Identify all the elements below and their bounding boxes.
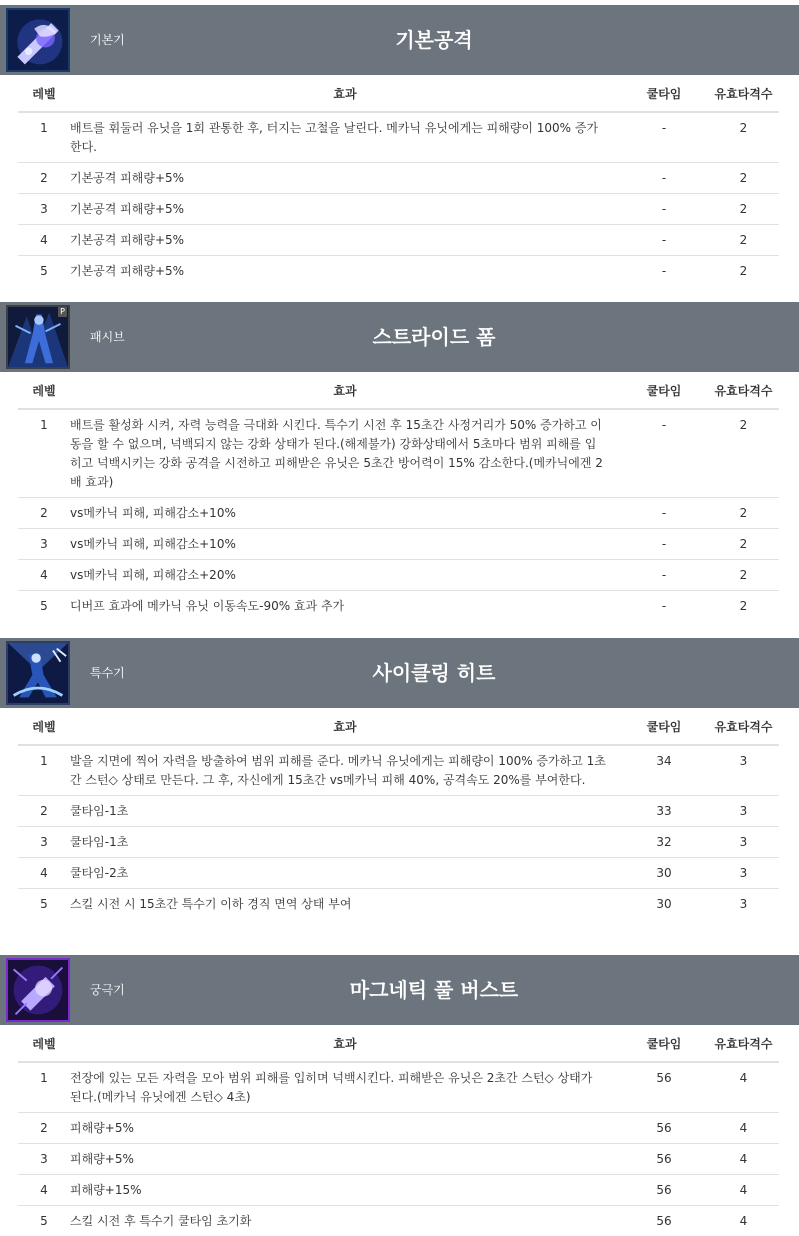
table-row (18, 745, 779, 796)
cooldown-cell: - (620, 409, 708, 498)
cooldown-cell: 56 (620, 1113, 708, 1144)
cooldown-cell: 56 (620, 1206, 708, 1236)
header-cooldown: 쿨타임 (620, 1025, 708, 1062)
hits-cell: 2 (708, 529, 779, 560)
table-header-row (18, 1025, 779, 1062)
header-effect: 효과 (70, 75, 620, 112)
header-hits: 유효타격수 (708, 1025, 779, 1062)
table-row (18, 1062, 779, 1113)
cooldown-cell: 30 (620, 889, 708, 920)
table-row (18, 163, 779, 194)
hits-cell: 2 (708, 591, 779, 622)
table-row (18, 409, 779, 498)
level-cell: 3 (18, 1144, 70, 1175)
hits-cell: 4 (708, 1175, 779, 1206)
cooldown-cell: - (620, 256, 708, 287)
effect-cell: 기본공격 피해량+5% (70, 225, 620, 256)
table-row (18, 858, 779, 889)
table-row (18, 560, 779, 591)
cooldown-cell: - (620, 529, 708, 560)
table-row (18, 225, 779, 256)
table-header-row (18, 75, 779, 112)
table-row (18, 796, 779, 827)
skill-table (18, 1025, 779, 1236)
skill-header (0, 302, 799, 372)
cooldown-cell: - (620, 225, 708, 256)
cooldown-cell: - (620, 560, 708, 591)
level-cell: 1 (18, 745, 70, 796)
effect-cell: 배트를 휘둘러 유닛을 1회 관통한 후, 터지는 고철을 날린다. 메카닉 유닛에게는 피해량이 100% 증가한다. (70, 112, 620, 163)
effect-cell: 기본공격 피해량+5% (70, 256, 620, 287)
cooldown-cell: - (620, 112, 708, 163)
header-level: 레벨 (18, 708, 70, 745)
skill-section-stride-form (0, 302, 799, 372)
level-cell: 2 (18, 498, 70, 529)
cooldown-cell: - (620, 591, 708, 622)
level-cell: 5 (18, 1206, 70, 1236)
hits-cell: 4 (708, 1144, 779, 1175)
skill-table (18, 372, 779, 621)
level-cell: 5 (18, 256, 70, 287)
hits-cell: 4 (708, 1113, 779, 1144)
skill-type: 궁극기 (90, 955, 125, 1025)
hits-cell: 2 (708, 112, 779, 163)
effect-cell: 배트를 활성화 시켜, 자력 능력을 극대화 시킨다. 특수기 시전 후 15초간 사정거리가 50% 증가하고 이동을 할 수 없으며, 넉백되지 않는 강화 상태가 된다.(해제불가) 강화상태에서 5초마다 범위 피해를 입히고 넉백시키는 강화 공격을 시전하고 피해받은 유닛은 5초간 방어력이 15% 감소한다.(메카닉에겐 2배 효과) (70, 409, 620, 498)
hits-cell: 3 (708, 796, 779, 827)
cooldown-cell: - (620, 498, 708, 529)
table-row (18, 1113, 779, 1144)
skill-header (0, 5, 799, 75)
cooldown-cell: 56 (620, 1175, 708, 1206)
hits-cell: 2 (708, 256, 779, 287)
effect-cell: 피해량+15% (70, 1175, 620, 1206)
skill-title: 스트라이드 폼 (0, 302, 799, 372)
table-row (18, 591, 779, 622)
cooldown-cell: - (620, 194, 708, 225)
header-hits: 유효타격수 (708, 372, 779, 409)
effect-cell: 스킬 시전 후 특수기 쿨타임 초기화 (70, 1206, 620, 1236)
effect-cell: 쿨타임-1초 (70, 827, 620, 858)
header-level: 레벨 (18, 372, 70, 409)
hits-cell: 3 (708, 858, 779, 889)
effect-cell: 쿨타임-1초 (70, 796, 620, 827)
table-row (18, 889, 779, 920)
effect-cell: vs메카닉 피해, 피해감소+10% (70, 529, 620, 560)
header-level: 레벨 (18, 1025, 70, 1062)
effect-cell: 전장에 있는 모든 자력을 모아 범위 피해를 입히며 넉백시킨다. 피해받은 유닛은 2초간 스턴◇ 상태가 된다.(메카닉 유닛에겐 스턴◇ 4초) (70, 1062, 620, 1113)
skill-table (18, 708, 779, 919)
level-cell: 2 (18, 1113, 70, 1144)
hits-cell: 3 (708, 827, 779, 858)
cooldown-cell: 56 (620, 1144, 708, 1175)
level-cell: 3 (18, 529, 70, 560)
hits-cell: 2 (708, 409, 779, 498)
cooldown-cell: 32 (620, 827, 708, 858)
header-effect: 효과 (70, 708, 620, 745)
skill-title: 기본공격 (0, 5, 799, 75)
effect-cell: 스킬 시전 시 15초간 특수기 이하 경직 면역 상태 부여 (70, 889, 620, 920)
hits-cell: 2 (708, 560, 779, 591)
level-cell: 2 (18, 796, 70, 827)
table-row (18, 1206, 779, 1236)
table-header-row (18, 708, 779, 745)
effect-cell: vs메카닉 피해, 피해감소+10% (70, 498, 620, 529)
skill-section-cycling-hit (0, 638, 799, 708)
cooldown-cell: 56 (620, 1062, 708, 1113)
effect-cell: 피해량+5% (70, 1144, 620, 1175)
skill-section-magnetic-full-burst (0, 955, 799, 1025)
table-row (18, 256, 779, 287)
hits-cell: 3 (708, 889, 779, 920)
skill-header (0, 955, 799, 1025)
skill-header (0, 638, 799, 708)
table-row (18, 498, 779, 529)
header-effect: 효과 (70, 1025, 620, 1062)
hits-cell: 2 (708, 498, 779, 529)
hits-cell: 4 (708, 1062, 779, 1113)
hits-cell: 3 (708, 745, 779, 796)
skill-section-basic-attack (0, 5, 799, 75)
effect-cell: 발을 지면에 찍어 자력을 방출하여 범위 피해를 준다. 메카닉 유닛에게는 피해량이 100% 증가하고 1초간 스턴◇ 상태로 만든다. 그 후, 자신에게 15초간 vs메카닉 피해 40%, 공격속도 20%를 부여한다. (70, 745, 620, 796)
skill-table (18, 75, 779, 286)
effect-cell: 피해량+5% (70, 1113, 620, 1144)
skill-title: 사이클링 히트 (0, 638, 799, 708)
header-cooldown: 쿨타임 (620, 708, 708, 745)
level-cell: 1 (18, 1062, 70, 1113)
cooldown-cell: 33 (620, 796, 708, 827)
effect-cell: 기본공격 피해량+5% (70, 163, 620, 194)
header-effect: 효과 (70, 372, 620, 409)
level-cell: 4 (18, 560, 70, 591)
table-row (18, 112, 779, 163)
hits-cell: 2 (708, 163, 779, 194)
table-row (18, 827, 779, 858)
level-cell: 3 (18, 194, 70, 225)
skill-title: 마그네틱 풀 버스트 (0, 955, 799, 1025)
level-cell: 2 (18, 163, 70, 194)
table-row (18, 1175, 779, 1206)
hits-cell: 2 (708, 225, 779, 256)
level-cell: 4 (18, 225, 70, 256)
cooldown-cell: 34 (620, 745, 708, 796)
header-cooldown: 쿨타임 (620, 75, 708, 112)
level-cell: 1 (18, 112, 70, 163)
level-cell: 1 (18, 409, 70, 498)
skill-type: 패시브 (90, 302, 125, 372)
level-cell: 5 (18, 591, 70, 622)
effect-cell: vs메카닉 피해, 피해감소+20% (70, 560, 620, 591)
cooldown-cell: 30 (620, 858, 708, 889)
table-row (18, 529, 779, 560)
level-cell: 4 (18, 1175, 70, 1206)
hits-cell: 2 (708, 194, 779, 225)
header-hits: 유효타격수 (708, 708, 779, 745)
effect-cell: 쿨타임-2초 (70, 858, 620, 889)
level-cell: 4 (18, 858, 70, 889)
skill-type: 기본기 (90, 5, 125, 75)
table-header-row (18, 372, 779, 409)
level-cell: 3 (18, 827, 70, 858)
header-cooldown: 쿨타임 (620, 372, 708, 409)
hits-cell: 4 (708, 1206, 779, 1236)
skill-type: 특수기 (90, 638, 125, 708)
effect-cell: 디버프 효과에 메카닉 유닛 이동속도-90% 효과 추가 (70, 591, 620, 622)
cooldown-cell: - (620, 163, 708, 194)
passive-badge: P (58, 307, 67, 317)
table-row (18, 194, 779, 225)
effect-cell: 기본공격 피해량+5% (70, 194, 620, 225)
level-cell: 5 (18, 889, 70, 920)
header-hits: 유효타격수 (708, 75, 779, 112)
table-row (18, 1144, 779, 1175)
header-level: 레벨 (18, 75, 70, 112)
